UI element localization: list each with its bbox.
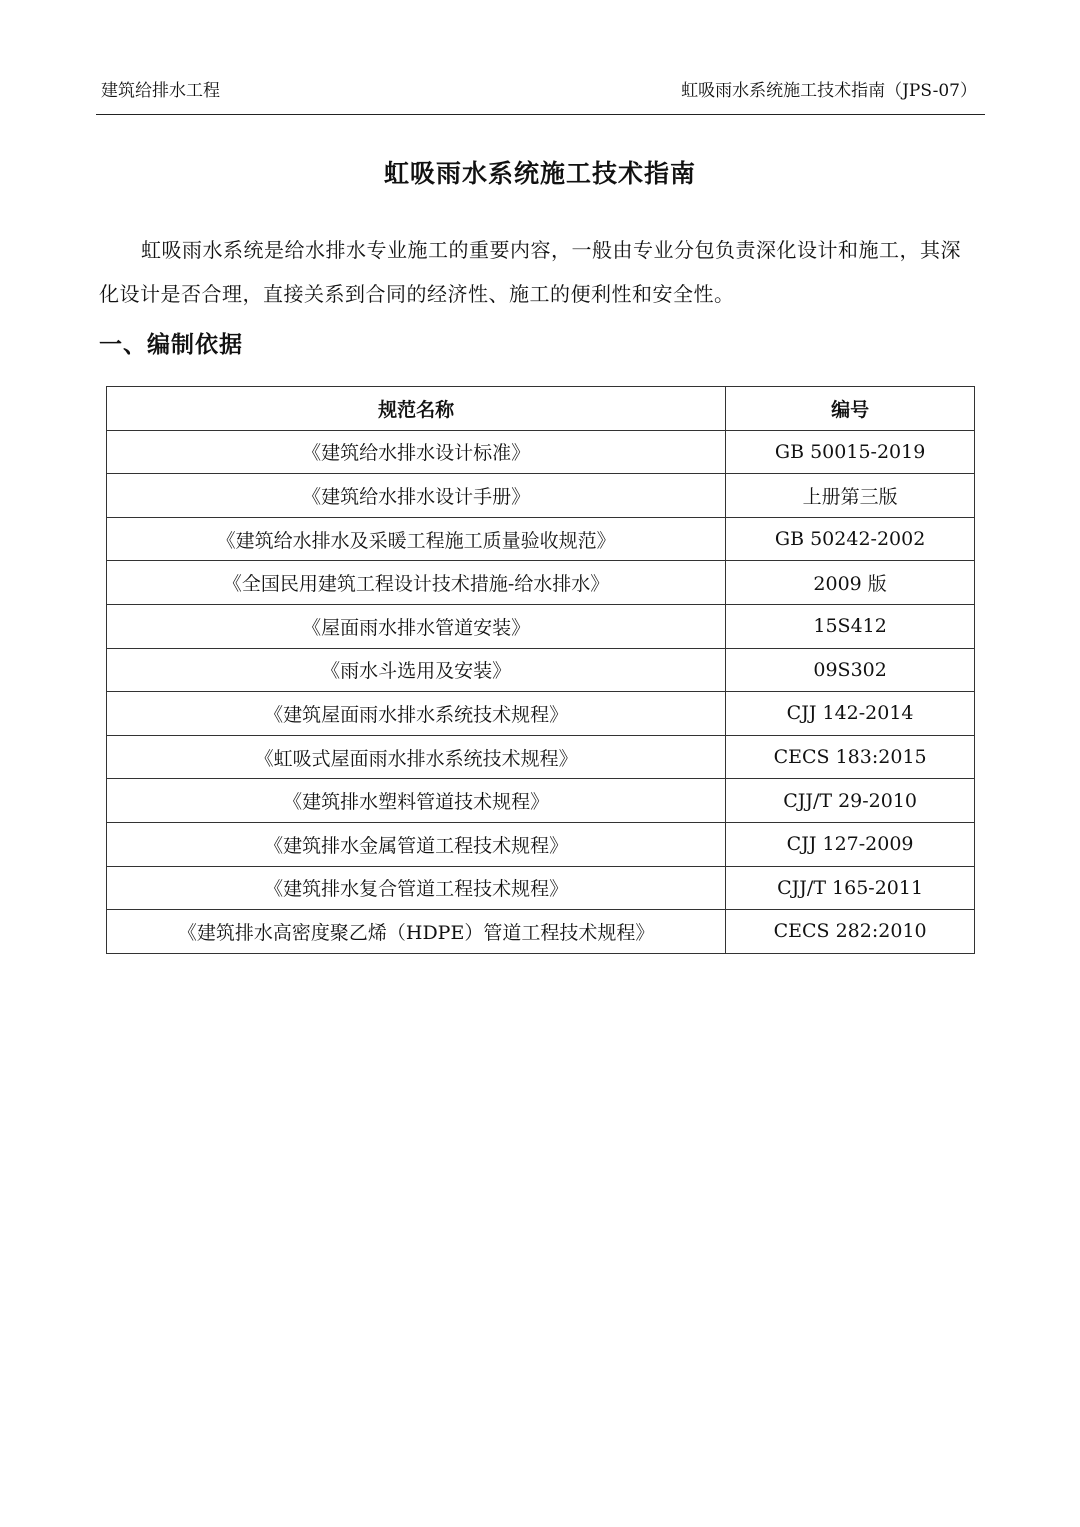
header-divider <box>96 114 985 115</box>
column-header-name: 规范名称 <box>107 387 726 431</box>
standard-code-cell: CJJ 127-2009 <box>726 822 975 866</box>
standard-name-cell: 《建筑排水金属管道工程技术规程》 <box>107 822 726 866</box>
standard-code-cell: CECS 282:2010 <box>726 910 975 954</box>
table-row <box>107 779 975 823</box>
standard-code-cell: CECS 183:2015 <box>726 735 975 779</box>
standards-table <box>106 386 975 954</box>
table-row <box>107 866 975 910</box>
standard-name-cell: 《建筑给水排水设计手册》 <box>107 474 726 518</box>
standard-code-cell: 15S412 <box>726 604 975 648</box>
standard-name-cell: 《虹吸式屋面雨水排水系统技术规程》 <box>107 735 726 779</box>
intro-paragraph: 虹吸雨水系统是给水排水专业施工的重要内容，一般由专业分包负责深化设计和施工，其深化设计是否合理，直接关系到合同的经济性、施工的便利性和安全性。 <box>99 238 961 306</box>
standard-code-cell: 上册第三版 <box>726 474 975 518</box>
table-row <box>107 910 975 954</box>
section-heading: 一、编制依据 <box>99 332 243 358</box>
column-header-code: 编号 <box>726 387 975 431</box>
table-row <box>107 692 975 736</box>
standard-name-cell: 《建筑屋面雨水排水系统技术规程》 <box>107 692 726 736</box>
standard-code-cell: CJJ/T 165-2011 <box>726 866 975 910</box>
standard-name-cell: 《雨水斗选用及安装》 <box>107 648 726 692</box>
table-row <box>107 604 975 648</box>
standard-name-cell: 《建筑排水高密度聚乙烯（HDPE）管道工程技术规程》 <box>107 910 726 954</box>
standard-code-cell: 2009 版 <box>726 561 975 605</box>
document-title: 虹吸雨水系统施工技术指南 <box>383 159 696 188</box>
table-row <box>107 648 975 692</box>
table-row <box>107 430 975 474</box>
table-row <box>107 735 975 779</box>
standard-name-cell: 《建筑排水塑料管道技术规程》 <box>107 779 726 823</box>
standard-name-cell: 《建筑给水排水设计标准》 <box>107 430 726 474</box>
standard-name-cell: 《建筑排水复合管道工程技术规程》 <box>107 866 726 910</box>
table-row <box>107 822 975 866</box>
page-header <box>97 74 985 104</box>
standard-code-cell: CJJ/T 29-2010 <box>726 779 975 823</box>
standard-name-cell: 《屋面雨水排水管道安装》 <box>107 604 726 648</box>
standard-code-cell: GB 50242-2002 <box>726 517 975 561</box>
table-row <box>107 517 975 561</box>
standard-code-cell: CJJ 142-2014 <box>726 692 975 736</box>
table-row <box>107 561 975 605</box>
header-right-text: 虹吸雨水系统施工技术指南（JPS-07） <box>681 81 977 101</box>
standard-name-cell: 《全国民用建筑工程设计技术措施-给水排水》 <box>107 561 726 605</box>
standard-code-cell: 09S302 <box>726 648 975 692</box>
standard-name-cell: 《建筑给水排水及采暖工程施工质量验收规范》 <box>107 517 726 561</box>
standard-code-cell: GB 50015-2019 <box>726 430 975 474</box>
table-body <box>107 430 975 953</box>
header-left-text: 建筑给排水工程 <box>101 81 220 101</box>
table-header-row <box>107 387 975 431</box>
table-row <box>107 474 975 518</box>
